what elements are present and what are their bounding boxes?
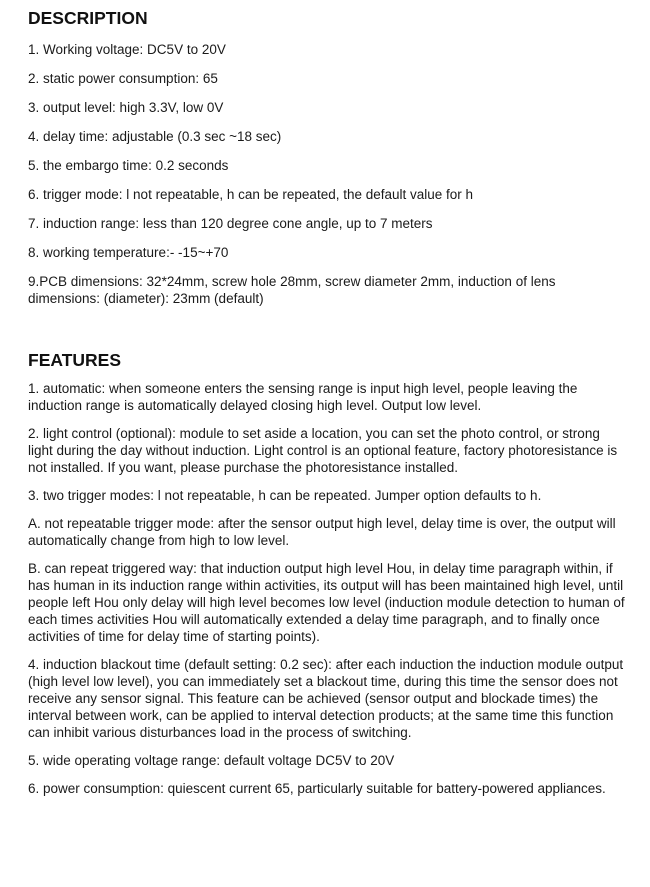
description-list (28, 41, 628, 307)
document-page (28, 8, 628, 796)
description-heading: DESCRIPTION (28, 8, 148, 28)
feature-item: 2. light control (optional): module to set aside a location, you can set the photo control, or strong light during the day without induction. Light control is an optional feature, factory photoresistance is not installed. If you want, please purchase the photoresistance installed. (28, 426, 618, 475)
feature-item: 5. wide operating voltage range: default voltage DC5V to 20V (28, 753, 395, 768)
feature-item: B. can repeat triggered way: that induction output high level Hou, in delay time paragraph within, if has human in its induction range within activities, its output will has been maintained high level, until people left Hou only delay will high level becomes low level (induction module detection to human of each times activities Hou will automatically extended a delay time paragraph, and to finally once activities of time for delay time of starting points). (28, 561, 625, 644)
description-item: 2. static power consumption: 65 (28, 71, 218, 86)
feature-item: 4. induction blackout time (default setting: 0.2 sec): after each induction the induction module output (high level low level), you can immediately set a blackout time, during this time the sensor does not receive any sensor signal. This feature can be achieved (sensor output and blockade times) the interval between work, can be applied to interval detection products; at the same time this function can inhibit various disturbances load in the process of switching. (28, 657, 624, 740)
feature-item: A. not repeatable trigger mode: after the sensor output high level, delay time is over, the output will automatically change from high to low level. (28, 516, 616, 548)
features-list (28, 380, 628, 808)
description-item: 7. induction range: less than 120 degree cone angle, up to 7 meters (28, 216, 433, 231)
feature-item: 1. automatic: when someone enters the sensing range is input high level, people leaving the induction range is automatically delayed closing high level. Output low level. (28, 381, 578, 413)
feature-item: 6. power consumption: quiescent current 65, particularly suitable for battery-powered appliances. (28, 781, 606, 796)
description-item: 6. trigger mode: l not repeatable, h can be repeated, the default value for h (28, 187, 474, 202)
description-item: 5. the embargo time: 0.2 seconds (28, 158, 229, 173)
description-item: 1. Working voltage: DC5V to 20V (28, 42, 226, 57)
description-item: 9.PCB dimensions: 32*24mm, screw hole 28mm, screw diameter 2mm, induction of lens dimensions: (diameter): 23mm (default) (28, 274, 556, 306)
features-heading: FEATURES (28, 350, 122, 370)
description-item: 4. delay time: adjustable (0.3 sec ~18 sec) (28, 129, 282, 144)
feature-item: 3. two trigger modes: l not repeatable, h can be repeated. Jumper option defaults to h. (28, 488, 542, 503)
description-item: 3. output level: high 3.3V, low 0V (28, 100, 224, 115)
description-item: 8. working temperature:- -15~+70 (28, 245, 229, 260)
